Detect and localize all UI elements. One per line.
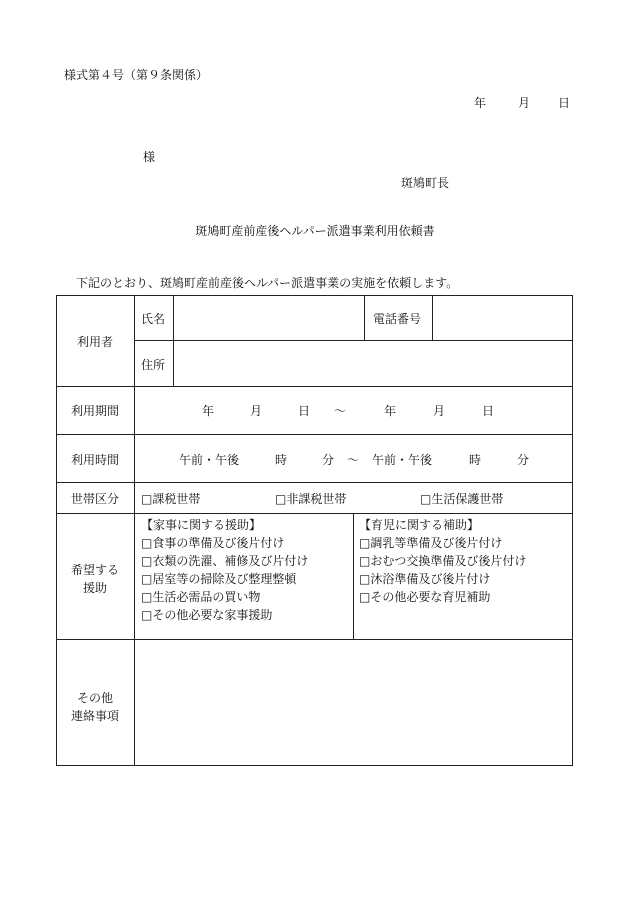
time-label: 利用時間 (70, 453, 119, 467)
date-year: 年 (474, 96, 487, 110)
support-label-line-1: 希望する (70, 563, 119, 577)
household-taxable-checkbox[interactable]: □課税世帯 (141, 492, 201, 506)
household-welfare-checkbox[interactable]: □生活保護世帯 (420, 492, 504, 506)
childcare-heading: 【育児に関する補助】 (359, 518, 480, 532)
table-label-column-divider (134, 295, 135, 766)
period-year-2: 年 (384, 404, 397, 418)
table-sublabel-divider (173, 295, 174, 386)
period-month-1: 月 (250, 404, 263, 418)
table-line-name-bottom (134, 340, 573, 341)
name-label: 氏名 (141, 312, 166, 326)
phone-label: 電話番号 (373, 312, 422, 326)
issuer: 斑鳩町長 (401, 176, 450, 190)
housework-meal-checkbox[interactable]: □食事の準備及び後片付け (141, 536, 285, 550)
household-nontaxable-checkbox[interactable]: □非課税世帯 (275, 492, 347, 506)
intro-text: 下記のとおり、斑鳩町産前産後ヘルパー派遣事業の実施を依頼します。 (76, 276, 459, 290)
other-label-line-1: その他 (76, 691, 113, 705)
housework-shopping-checkbox[interactable]: □生活必需品の買い物 (141, 590, 261, 604)
table-border-right (572, 295, 573, 766)
addressee-suffix: 様 (143, 150, 156, 164)
childcare-diaper-checkbox[interactable]: □おむつ交換準備及び後片付け (359, 554, 527, 568)
form-number: 様式第４号（第９条関係） (64, 68, 209, 82)
date-line (474, 94, 570, 111)
time-ampm-2: 午前・午後 (372, 453, 433, 467)
time-hour-1: 時 (275, 453, 288, 467)
table-phone-label-right (432, 295, 433, 340)
time-tilde: ～ (347, 453, 360, 467)
housework-cleaning-checkbox[interactable]: □居室等の掃除及び整理整頓 (141, 572, 297, 586)
childcare-other-checkbox[interactable]: □その他必要な育児補助 (359, 590, 491, 604)
other-label-line-2: 連絡事項 (70, 709, 119, 723)
period-label: 利用期間 (70, 404, 119, 418)
housework-laundry-checkbox[interactable]: □衣類の洗濯、補修及び片付け (141, 554, 309, 568)
support-label-line-2: 援助 (82, 581, 107, 595)
time-minute-1: 分 (322, 453, 335, 467)
date-month: 月 (518, 96, 531, 110)
period-month-2: 月 (433, 404, 446, 418)
period-tilde: ～ (334, 404, 347, 418)
user-label: 利用者 (76, 335, 113, 349)
time-hour-2: 時 (469, 453, 482, 467)
table-phone-label-left (364, 295, 365, 340)
household-label: 世帯区分 (70, 492, 119, 506)
table-support-divider (353, 513, 354, 639)
period-day-1: 日 (298, 404, 311, 418)
childcare-bath-checkbox[interactable]: □沐浴準備及び後片付け (359, 572, 491, 586)
period-day-2: 日 (482, 404, 495, 418)
time-minute-2: 分 (517, 453, 530, 467)
housework-other-checkbox[interactable]: □その他必要な家事援助 (141, 608, 273, 622)
time-ampm-1: 午前・午後 (179, 453, 240, 467)
housework-heading: 【家事に関する援助】 (141, 518, 262, 532)
address-label: 住所 (141, 358, 166, 372)
document-title: 斑鳩町産前産後ヘルパー派遣事業利用依頼書 (195, 224, 435, 238)
period-year-1: 年 (202, 404, 215, 418)
date-day: 日 (558, 96, 571, 110)
childcare-formula-checkbox[interactable]: □調乳等準備及び後片付け (359, 536, 503, 550)
